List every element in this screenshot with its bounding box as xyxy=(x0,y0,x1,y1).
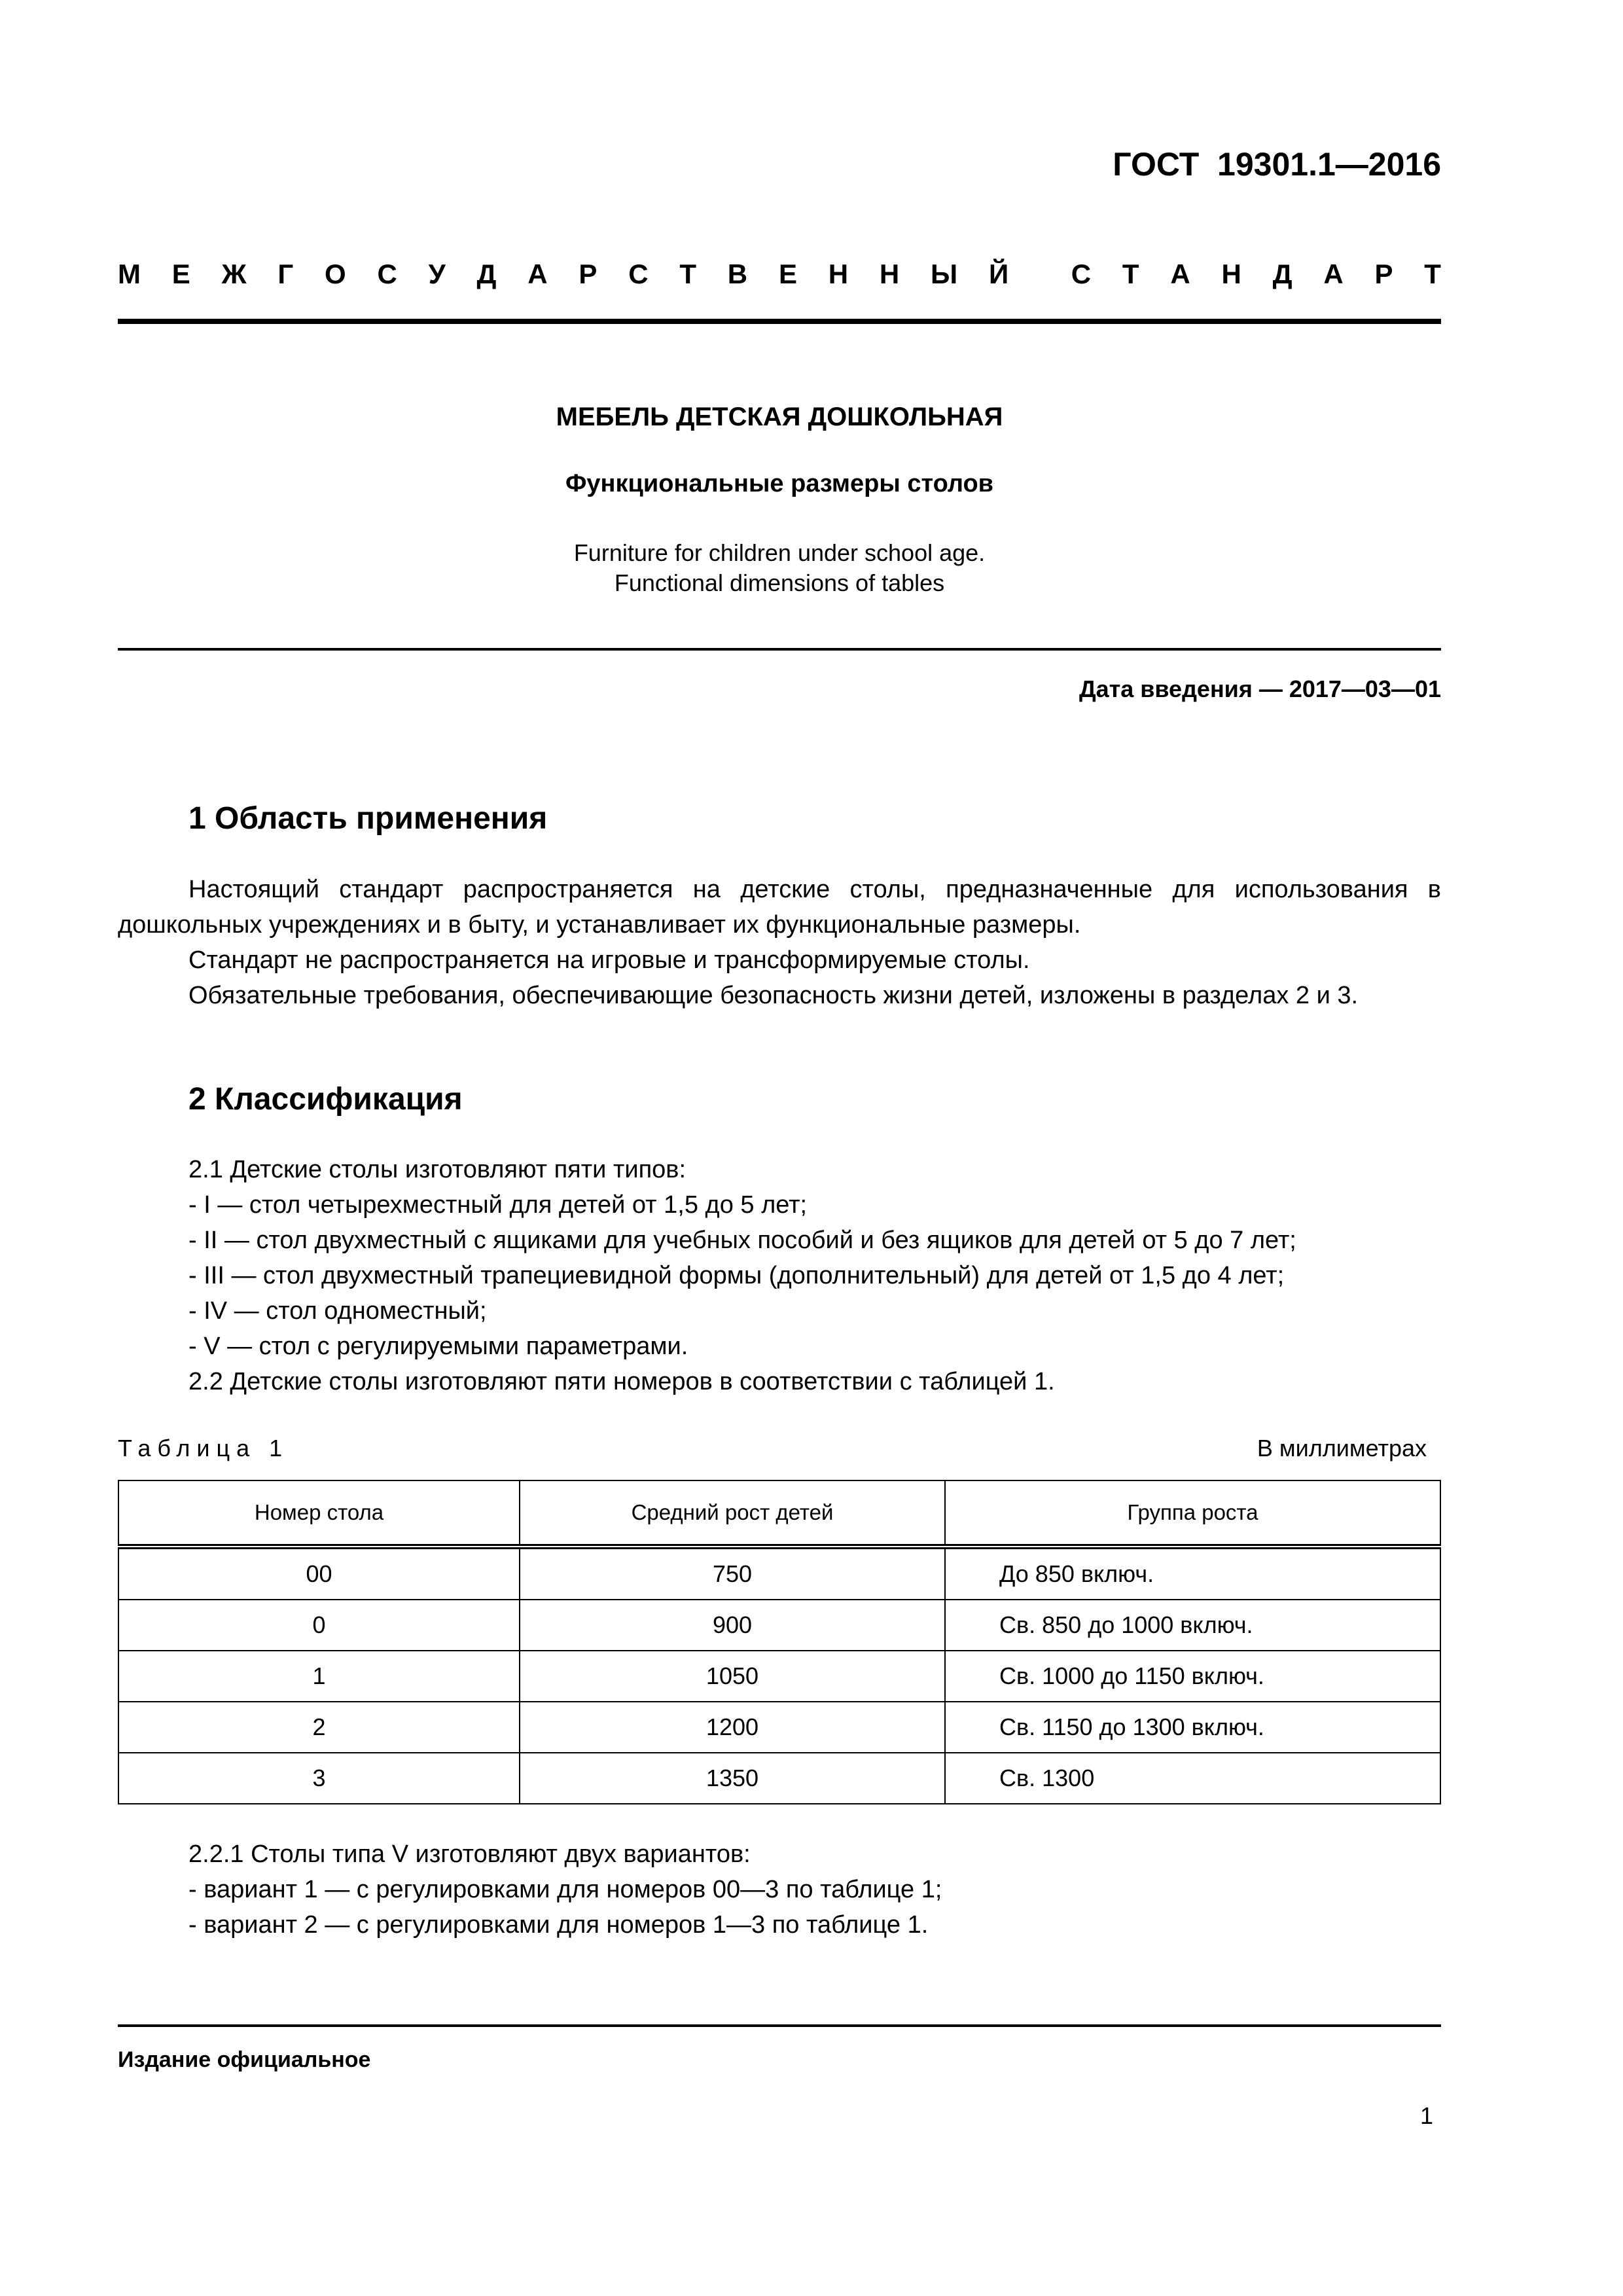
table-units: В миллиметрах xyxy=(1257,1435,1427,1462)
list-item: - вариант 1 — с регулировками для номеров 00—3 по таблице 1; xyxy=(188,1876,942,1903)
category-letter: С xyxy=(377,259,397,289)
height-group-cell: Св. 850 до 1000 включ. xyxy=(945,1600,1440,1651)
average-height-cell: 1050 xyxy=(520,1651,945,1702)
introduction-date: Дата введения — 2017—03—01 xyxy=(1079,675,1441,702)
category-letter: Т xyxy=(1122,259,1139,289)
list-item: - I — стол четырехместный для детей от 1,5 до 5 лет; xyxy=(188,1191,808,1219)
header-divider xyxy=(118,319,1441,324)
column-header: Средний рост детей xyxy=(520,1480,945,1547)
paragraph: Обязательные требования, обеспечивающие безопасность жизни детей, изложены в разделах 2 и 3. xyxy=(188,982,1359,1009)
english-title-line-1: Furniture for children under school age. xyxy=(573,539,986,566)
section-2-heading: 2 Классификация xyxy=(188,1082,463,1117)
list-item: - III — стол двухместный трапециевидной формы (дополнительный) для детей от 1,5 до 4 лет; xyxy=(188,1262,1285,1289)
list-item: - вариант 2 — с регулировками для номеров 1—3 по таблице 1. xyxy=(188,1911,929,1939)
average-height-cell: 1200 xyxy=(520,1702,945,1753)
list-item: - II — стол двухместный с ящиками для учебных пособий и без ящиков для детей от 5 до 7 лет; xyxy=(188,1227,1296,1254)
category-letter: Т xyxy=(1424,259,1441,289)
clause-2-1: 2.1 Детские столы изготовляют пяти типов: xyxy=(188,1156,687,1183)
table-number-cell: 2 xyxy=(118,1702,520,1753)
table-row xyxy=(118,1753,1440,1804)
category-letter: Н xyxy=(828,259,849,289)
height-group-cell: До 850 включ. xyxy=(945,1547,1440,1600)
list-item: - IV — стол одноместный; xyxy=(188,1297,487,1325)
page-number: 1 xyxy=(1419,2102,1433,2129)
category-letter: Е xyxy=(171,259,190,289)
english-title xyxy=(118,538,1441,598)
table-number-cell: 0 xyxy=(118,1600,520,1651)
clause-text: 2.2.1 Столы типа V изготовляют двух вариантов: xyxy=(188,1840,751,1868)
table-row xyxy=(118,1702,1440,1753)
category-letter: Р xyxy=(579,259,597,289)
category-letter: Е xyxy=(778,259,797,289)
list-item: - V — стол с регулируемыми параметрами. xyxy=(188,1333,688,1360)
section-1-heading: 1 Область применения xyxy=(188,801,548,836)
category-letter: Ж xyxy=(221,259,247,289)
english-title-line-2: Functional dimensions of tables xyxy=(614,569,945,596)
section-1-body xyxy=(118,872,1441,1013)
average-height-cell: 900 xyxy=(520,1600,945,1651)
paragraph: Настоящий стандарт распространяется на детские столы, предназначенные для использования в дошкольных учреждениях и в быту, и устанавливает их функциональные размеры. xyxy=(118,876,1441,939)
category-letter: А xyxy=(1323,259,1344,289)
title-divider xyxy=(118,648,1441,651)
category-letter: Г xyxy=(277,259,294,289)
category-letter: Н xyxy=(1221,259,1241,289)
section-2-body xyxy=(188,1152,1296,1399)
table-caption: Таблица 1 xyxy=(118,1435,289,1462)
clause-2-2: 2.2 Детские столы изготовляют пяти номеров в соответствии с таблицей 1. xyxy=(188,1368,1055,1395)
category-letter: Д xyxy=(1272,259,1293,289)
category-letter: Й xyxy=(988,259,1009,289)
clause-2-2-1 xyxy=(188,1837,942,1943)
standard-designation: ГОСТ 19301.1—2016 xyxy=(1113,146,1441,183)
category-letter: С xyxy=(628,259,649,289)
category-letter: А xyxy=(527,259,548,289)
category-letter: Д xyxy=(476,259,497,289)
footer-divider xyxy=(118,2024,1441,2027)
official-edition-label: Издание официальное xyxy=(118,2047,371,2072)
category-letter: У xyxy=(428,259,446,289)
table-header-row xyxy=(118,1480,1440,1547)
column-header: Номер стола xyxy=(118,1480,520,1547)
height-group-cell: Св. 1150 до 1300 включ. xyxy=(945,1702,1440,1753)
paragraph: Стандарт не распространяется на игровые и трансформируемые столы. xyxy=(188,946,1030,974)
table-row xyxy=(118,1547,1440,1600)
table-1 xyxy=(118,1480,1441,1804)
document-subtitle: Функциональные размеры столов xyxy=(565,470,994,497)
document-title: МЕБЕЛЬ ДЕТСКАЯ ДОШКОЛЬНАЯ xyxy=(556,403,1003,431)
table-number-cell: 00 xyxy=(118,1547,520,1600)
column-header: Группа роста xyxy=(945,1480,1440,1547)
table-number-cell: 3 xyxy=(118,1753,520,1804)
category-letter: О xyxy=(324,259,346,289)
category-letter: А xyxy=(1170,259,1190,289)
table-row xyxy=(118,1651,1440,1702)
height-group-cell: Св. 1000 до 1150 включ. xyxy=(945,1651,1440,1702)
category-letter: Ы xyxy=(931,259,958,289)
category-letter: В xyxy=(727,259,748,289)
table-number-cell: 1 xyxy=(118,1651,520,1702)
category-letter: Н xyxy=(879,259,900,289)
category-letter: С xyxy=(1071,259,1092,289)
category-letter: М xyxy=(118,259,141,289)
average-height-cell: 750 xyxy=(520,1547,945,1600)
table-row xyxy=(118,1600,1440,1651)
height-group-cell: Св. 1300 xyxy=(945,1753,1440,1804)
standard-category xyxy=(118,259,1441,290)
average-height-cell: 1350 xyxy=(520,1753,945,1804)
category-letter: Т xyxy=(679,259,696,289)
category-letter: Р xyxy=(1374,259,1393,289)
